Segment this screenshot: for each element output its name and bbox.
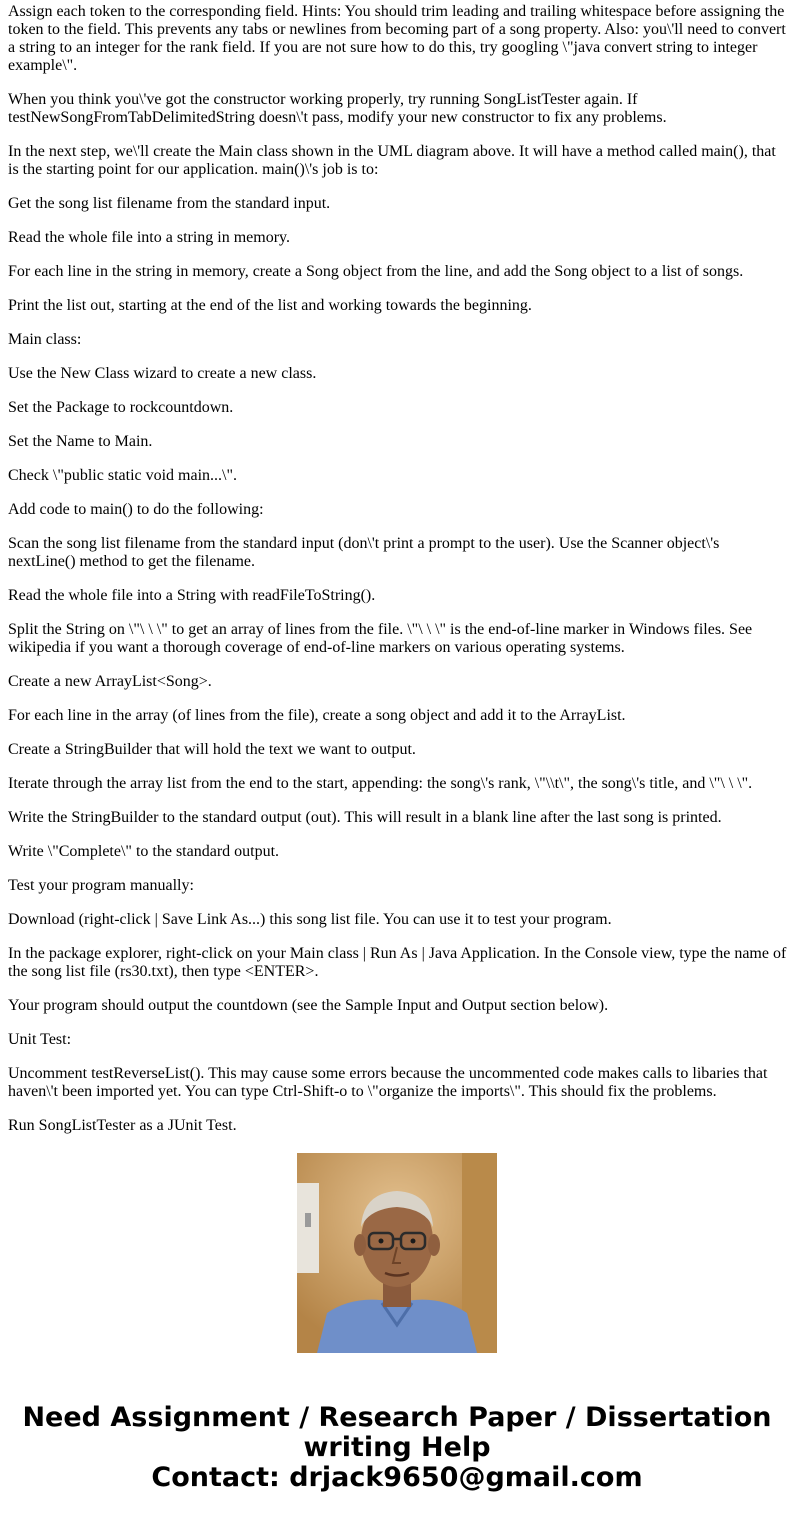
paragraph: In the next step, we\'ll create the Main class shown in the UML diagram above. It will have a method called main(), that is the starting point for our application. main()\'s job is to:	[8, 143, 776, 178]
paragraph: Iterate through the array list from the end to the start, appending: the song\'s rank, \"\\t\", the song\'s title, and \"\ \ \".	[8, 775, 753, 792]
section-heading-main-class: Main class:	[8, 331, 82, 348]
footer-line-2: writing Help	[303, 1432, 491, 1463]
paragraph: Write the StringBuilder to the standard output (out). This will result in a blank line after the last song is printed.	[8, 809, 722, 826]
footer-contact: Contact: drjack9650@gmail.com	[151, 1462, 643, 1493]
paragraph: Check \"public static void main...\".	[8, 467, 238, 484]
paragraph: Read the whole file into a string in memory.	[8, 229, 291, 246]
paragraph: Print the list out, starting at the end of the list and working towards the beginning.	[8, 297, 532, 314]
paragraph: Add code to main() to do the following:	[8, 501, 264, 518]
paragraph: Write \"Complete\" to the standard output.	[8, 843, 280, 860]
paragraph: For each line in the string in memory, create a Song object from the line, and add the Song object to a list of songs.	[8, 263, 744, 280]
paragraph: Scan the song list filename from the standard input (don\'t print a prompt to the user). Use the Scanner object\'s nextLine() method to get the filename.	[8, 535, 720, 570]
avatar	[297, 1153, 497, 1353]
footer-banner	[0, 1403, 794, 1493]
paragraph: Set the Name to Main.	[8, 433, 153, 450]
section-heading-test-manually: Test your program manually:	[8, 877, 194, 894]
paragraph: Your program should output the countdown (see the Sample Input and Output section below).	[8, 997, 609, 1014]
paragraph: Create a new ArrayList<Song>.	[8, 673, 212, 690]
paragraph: In the package explorer, right-click on your Main class | Run As | Java Application. In the Console view, type the name of the song list file (rs30.txt), then type <ENTER>.	[8, 945, 787, 980]
paragraph-truncated: Run SongListTester as a JUnit Test.	[8, 1117, 237, 1134]
paragraph: Read the whole file into a String with readFileToString().	[8, 587, 376, 604]
paragraph: Download (right-click | Save Link As...) this song list file. You can use it to test your program.	[8, 911, 612, 928]
section-heading-unit-test: Unit Test:	[8, 1031, 72, 1048]
paragraph: Split the String on \"\ \ \" to get an array of lines from the file. \"\ \ \" is the end-of-line marker in Windows files. See wikipedia if you want a thorough coverage of end-of-line markers on various operating systems.	[8, 621, 753, 656]
paragraph: Set the Package to rockcountdown.	[8, 399, 234, 416]
paragraph: Create a StringBuilder that will hold the text we want to output.	[8, 741, 416, 758]
paragraph: Uncomment testReverseList(). This may cause some errors because the uncommented code makes calls to libaries that haven\'t been imported yet. You can type Ctrl-Shift-o to \"organize the imports\". This should fix the problems.	[8, 1065, 768, 1100]
footer-line-1: Need Assignment / Research Paper / Dissertation	[22, 1402, 772, 1433]
paragraph: Get the song list filename from the standard input.	[8, 195, 331, 212]
paragraph: Use the New Class wizard to create a new class.	[8, 365, 317, 382]
paragraph: Assign each token to the corresponding field. Hints: You should trim leading and trailing whitespace before assigning the token to the field. This prevents any tabs or newlines from becoming part of a song property. Also: you\'ll need to convert a string to an integer for the rank field. If you are not sure how to do this, try googling \"java convert string to integer example\".	[8, 3, 786, 74]
person-portrait-icon	[297, 1153, 497, 1353]
document-body	[8, 0, 788, 1134]
paragraph: When you think you\'ve got the constructor working properly, try running SongListTester again. If testNewSongFromTabDelimitedString doesn\'t pass, modify your new constructor to fix any problems.	[8, 91, 667, 126]
paragraph: For each line in the array (of lines from the file), create a song object and add it to the ArrayList.	[8, 707, 626, 724]
